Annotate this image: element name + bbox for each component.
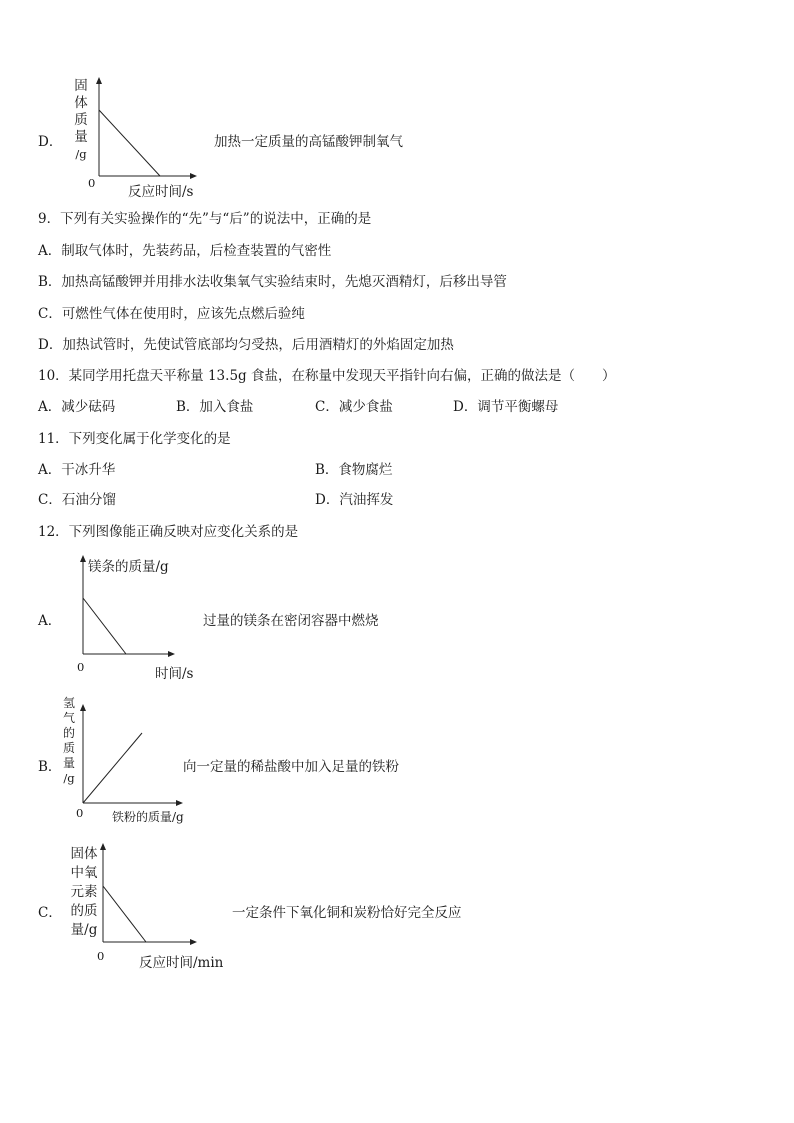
- option-letter: A．: [38, 613, 62, 629]
- graph-x-axis-label: 反应时间/s: [128, 184, 194, 200]
- graph-curve: [103, 886, 146, 942]
- graph-caption: 向一定量的稀盐酸中加入足量的铁粉: [183, 759, 399, 775]
- option-b: B．加热高锰酸钾并用排水法收集氧气实验结束时，先熄灭酒精灯，后移出导管: [38, 274, 507, 290]
- y-label-char: 质: [74, 112, 88, 128]
- option-d: D．汽油挥发: [315, 492, 394, 508]
- option-a: A．减少砝码: [38, 399, 116, 415]
- y-label-unit: /g: [63, 771, 75, 785]
- y-label-char: 气: [62, 711, 75, 725]
- option-letter: C．: [38, 905, 62, 921]
- option-letter: D．: [38, 134, 63, 150]
- y-label-char: 质: [62, 741, 75, 755]
- graph-origin: 0: [77, 660, 85, 674]
- y-label-char: 氢: [62, 696, 75, 710]
- y-label-line: 的质: [70, 903, 98, 919]
- question-stem: 11．下列变化属于化学变化的是: [38, 431, 231, 447]
- option-b: B．食物腐烂: [315, 462, 393, 478]
- y-label-char: 量: [62, 756, 75, 770]
- question-stem: 10．某同学用托盘天平称量 13.5g 食盐，在称量中发现天平指针向右偏，正确的做法是（ ）: [38, 368, 616, 384]
- y-label-char: 固: [74, 78, 88, 94]
- y-label-line: 中氧: [70, 865, 98, 881]
- y-label-char: 量: [74, 129, 88, 145]
- graph-y-axis-label: 镁条的质量/g: [88, 559, 169, 575]
- option-c: C．可燃性气体在使用时，应该先点燃后验纯: [38, 306, 305, 322]
- graph-x-axis-label: 铁粉的质量/g: [112, 810, 184, 824]
- graph-curve: [83, 598, 126, 654]
- graph-origin: 0: [88, 176, 96, 190]
- graph-y-axis-label: [72, 78, 90, 163]
- graph-x-axis-label: 时间/s: [155, 666, 194, 682]
- option-letter: B．: [38, 759, 62, 775]
- graph-axes-b: [74, 697, 184, 807]
- question-stem: 12．下列图像能正确反映对应变化关系的是: [38, 524, 299, 540]
- y-label-line: 量/g: [70, 922, 98, 938]
- option-c: C．石油分馏: [38, 492, 116, 508]
- graph-caption: 加热一定质量的高锰酸钾制氧气: [214, 134, 403, 150]
- graph-axes-c: [94, 836, 204, 946]
- option-b: B．加入食盐: [176, 399, 254, 415]
- option-a: A．制取气体时，先装药品，后检查装置的气密性: [38, 243, 332, 259]
- graph-caption: 过量的镁条在密闭容器中燃烧: [203, 613, 379, 629]
- graph-origin: 0: [97, 949, 105, 963]
- graph-x-axis-label: 反应时间/min: [139, 955, 224, 971]
- graph-caption: 一定条件下氧化铜和炭粉恰好完全反应: [232, 905, 462, 921]
- y-label-char: 的: [62, 726, 75, 740]
- graph-axes-d: [90, 70, 210, 180]
- y-label-line: 元素: [70, 884, 98, 900]
- y-label-char: 体: [74, 95, 88, 111]
- option-c: C．减少食盐: [315, 399, 393, 415]
- y-label-unit: /g: [75, 147, 87, 161]
- graph-curve: [99, 110, 160, 176]
- graph-axes-a: [74, 548, 184, 658]
- option-d: D．加热试管时，先使试管底部均匀受热，后用酒精灯的外焰固定加热: [38, 337, 454, 353]
- graph-origin: 0: [76, 806, 84, 820]
- y-label-line: 固体: [70, 846, 98, 862]
- question-stem: 9．下列有关实验操作的“先”与“后”的说法中，正确的是: [38, 211, 372, 227]
- option-d: D．调节平衡螺母: [453, 399, 559, 415]
- option-a: A．干冰升华: [38, 462, 116, 478]
- graph-curve: [83, 733, 142, 803]
